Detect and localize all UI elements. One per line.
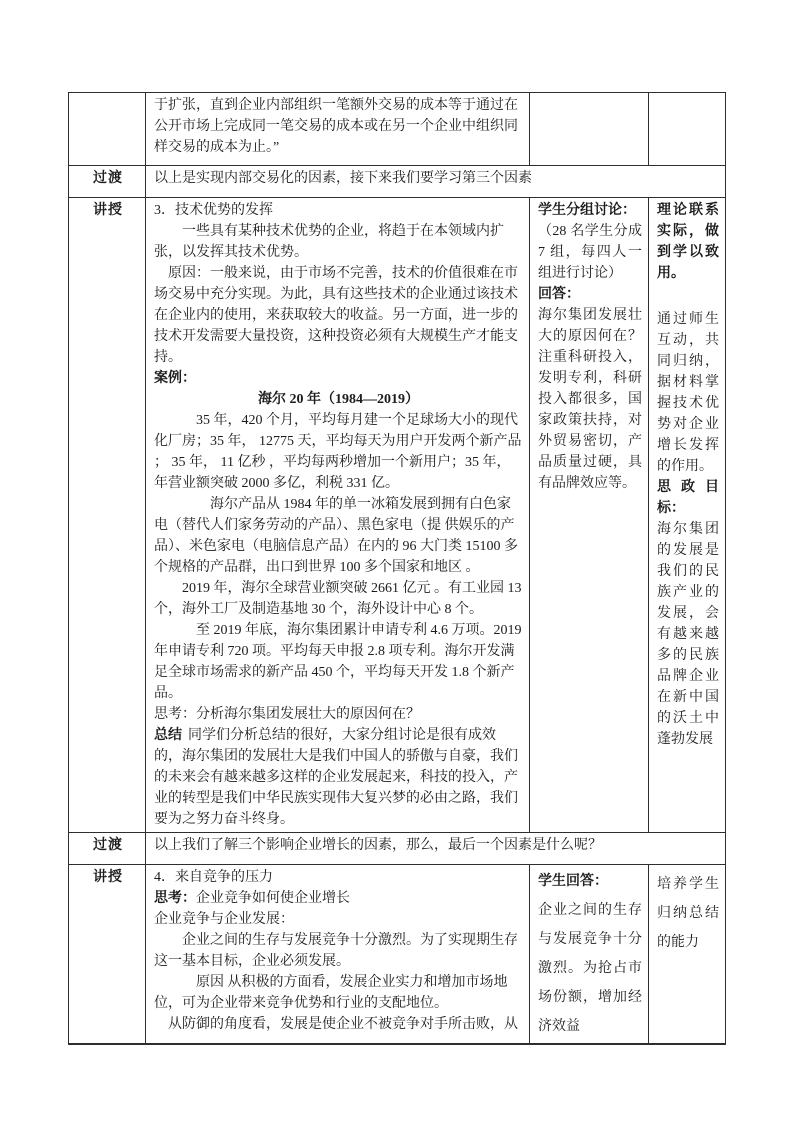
paragraph: 以上是实现内部交易化的因素，接下来我们要学习第三个因素 bbox=[154, 171, 532, 186]
student-activity-cell bbox=[530, 865, 649, 1045]
thinking-text: 企业竞争如何使企业增长 bbox=[196, 891, 350, 906]
table-row-lecture-1 bbox=[69, 198, 726, 833]
discussion-heading: 学生分组讨论： bbox=[538, 203, 636, 218]
ideology-label: 思政目标： bbox=[657, 480, 719, 516]
answer-text: 海尔集团发展壮大的原因何在？注重科研投入，发明专利，科研投入都很多，国家政策扶持，对外贸易密切，产品质量过硬，具有品牌效应等。 bbox=[538, 308, 642, 491]
empty-cell bbox=[649, 93, 726, 166]
student-activity-cell bbox=[530, 198, 649, 833]
row-label-cell-empty bbox=[69, 93, 146, 166]
ideology-text: 海尔集团的发展是我们的民族产业的发展，会有越来越多的民族品牌企业在新中国的沃土中蓬勃发展 bbox=[657, 522, 719, 747]
paragraph: 从防御的角度看，发展是使企业不被竞争对手所击败，从 bbox=[168, 1017, 518, 1032]
lecture-content-cell bbox=[146, 865, 530, 1045]
transition-text-cell bbox=[146, 833, 726, 865]
theory-method: 通过师生互动，共同归纳，据材料掌握技术优势对企业增长发挥的作用。 bbox=[657, 312, 719, 474]
table-row-lecture-2 bbox=[69, 865, 726, 1045]
paragraph: 2019 年，海尔全球营业额突破 2661 亿元 。有工业园 13 个，海外工厂及制造基地 30 个，海外设计中心 8 个。 bbox=[154, 581, 522, 617]
paragraph: 一些具有某种技术优势的企业，将趋于在本领域内扩张，以发挥其技术优势。 bbox=[154, 224, 504, 260]
row-label-lecture: 讲授 bbox=[69, 865, 146, 1045]
teaching-goal-text: 培养学生归纳总结的能力 bbox=[657, 877, 719, 950]
paragraph: 海尔产品从 1984 年的单一冰箱发展到拥有白色家电（替代人们家务劳动的产品）、黑色家电（提 供娱乐的产品）、米色家电（电脑信息产品）在内的 96 大门类 15100 多个规格的产品群，出口到世界 100 多个国家和地区 。 bbox=[154, 497, 518, 575]
table-row-continuation bbox=[69, 93, 726, 166]
transition-text-cell bbox=[146, 166, 726, 198]
paragraph: 于扩张，直到企业内部组织一笔额外交易的成本等于通过在公开市场上完成同一笔交易的成本或在另一个企业中组织同样交易的成本为止。” bbox=[154, 98, 518, 155]
thinking-question bbox=[154, 888, 523, 909]
summary-label: 总结 bbox=[154, 728, 182, 743]
paragraph: 35 年，420 个月，平均每月建一个足球场大小的现代化厂房；35 年， 12775 天，平均每天为用户开发两个新产品 ； 35 年， 11 亿秒 ，平均每两秒增加一个新用户；35 年， 年营业额突破 2000 多亿，利税 331 亿。 bbox=[154, 413, 522, 491]
design-intent-cell bbox=[649, 865, 726, 1045]
student-answer-text: 企业之间的生存与发展竞争十分激烈。为抢占市场份额，增加经济效益 bbox=[538, 903, 642, 1034]
table-row-transition-1 bbox=[69, 166, 726, 198]
theory-principle: 理论联系实际，做到学以致用。 bbox=[657, 203, 719, 281]
paragraph: 以上我们了解三个影响企业增长的因素，那么，最后一个因素是什么呢？ bbox=[154, 838, 602, 853]
paragraph: 原因：一般来说，由于市场不完善，技术的价值很难在市场交易中充分实现。为此，具有这些技术的企业通过该技术在企业内的使用，来获取较大的收益。另一方面，进一步的技术开发需要大量投资，这种投资必须有大规模生产才能支持。 bbox=[154, 266, 518, 365]
paragraph: 企业之间的生存与发展竞争十分激烈。为了实现期生存这一基本目标，企业必须发展。 bbox=[154, 933, 518, 969]
lesson-plan-table bbox=[68, 92, 726, 1045]
row-label-transition: 过渡 bbox=[69, 166, 146, 198]
section-heading: 3．技术优势的发挥 bbox=[154, 203, 273, 218]
row-label-transition: 过渡 bbox=[69, 833, 146, 865]
answer-label: 回答： bbox=[538, 287, 580, 302]
paragraph: 企业竞争与企业发展： bbox=[154, 912, 294, 927]
table-row-transition-2 bbox=[69, 833, 726, 865]
case-label: 案例： bbox=[154, 371, 196, 386]
summary-paragraph bbox=[154, 725, 523, 830]
summary-text: 同学们分析总结的很好，大家分组讨论是很有成效的，海尔集团的发展壮大是我们中国人的骄傲与自豪，我们的未来会有越来越多这样的企业发展起来，科技的投入，产业的转型是我们中华民族实现伟大复兴梦的必由之路，我们要为之努力奋斗终身。 bbox=[154, 728, 518, 827]
student-answer-heading: 学生回答： bbox=[538, 874, 608, 889]
paragraph: 原因 从积极的方面看，发展企业实力和增加市场地位，可为企业带来竞争优势和行业的支配地位。 bbox=[154, 975, 508, 1011]
section-heading: 4．来自竞争的压力 bbox=[154, 870, 273, 885]
discussion-grouping: （28 名学生分成 7 组，每四人一组进行讨论） bbox=[538, 224, 642, 281]
case-title: 海尔 20 年（1984—2019） bbox=[258, 392, 419, 407]
thinking-label: 思考： bbox=[154, 891, 196, 906]
thinking-question: 思考：分析海尔集团发展壮大的原因何在？ bbox=[154, 707, 420, 722]
paragraph: 至 2019 年底，海尔集团累计申请专利 4.6 万项。2019 年申请专利 720 项。平均每天申报 2.8 项专利。海尔开发满足全球市场需求的新产品 450 个，平均每天开发 1.8 个新产品。 bbox=[154, 623, 522, 701]
continuation-text-cell bbox=[146, 93, 530, 166]
empty-cell bbox=[530, 93, 649, 166]
design-intent-cell bbox=[649, 198, 726, 833]
lecture-content-cell bbox=[146, 198, 530, 833]
row-label-lecture: 讲授 bbox=[69, 198, 146, 833]
